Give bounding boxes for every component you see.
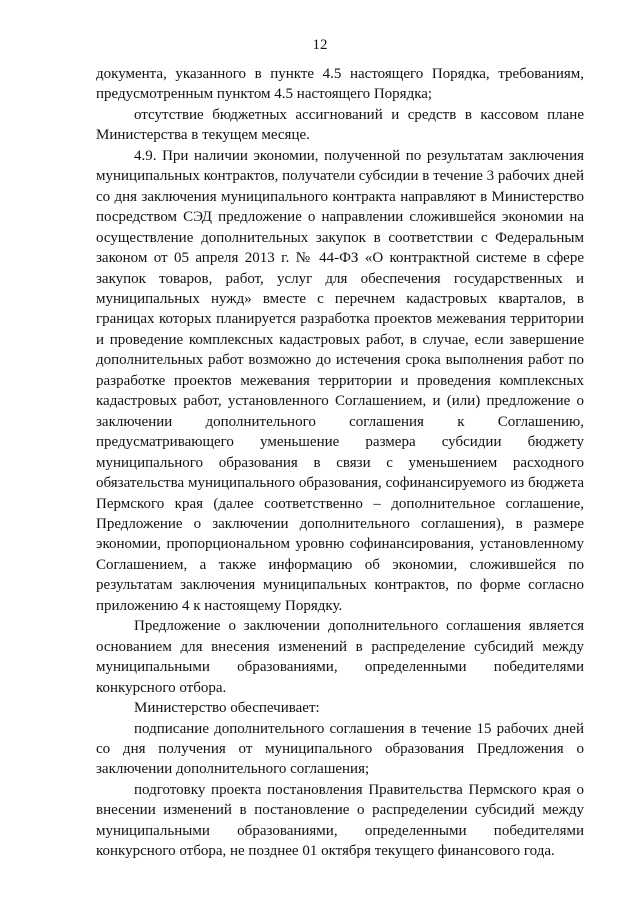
document-body (96, 64, 584, 862)
paragraph-no-budget-allocations: отсутствие бюджетных ассигнований и средств в кассовом плане Министерства в текущем месяце. (96, 106, 584, 144)
paragraph-draft-resolution: подготовку проекта постановления Правительства Пермского края о внесении изменений в постановление о распределении субсидий между муниципальными образованиями, определенными победителями конкурсного отбора, не позднее 01 октября текущего финансового года. (96, 781, 584, 860)
paragraph-proposal-basis: Предложение о заключении дополнительного соглашения является основанием для внесения изменений в распределение субсидий между муниципальными образованиями, определенными победителями конкурсного отбора. (96, 618, 584, 696)
paragraph-ministry-ensures: Министерство обеспечивает: (134, 700, 320, 717)
paragraph-4-9-savings: 4.9. При наличии экономии, полученной по результатам заключения муниципальных контрактов, получатели субсидии в течение 3 рабочих дней со дня заключения муниципального контракта направляют в Министерство посредством СЭД предложение о направлении сложившейся экономии на осуществление дополнительных закупок в соответствии с Федеральным законом от 05 апреля 2013 г. № 44-ФЗ «О контрактной системе в сфере закупок товаров, работ, услуг для обеспечения государственных и муниципальных нужд» вместе с перечнем кадастровых кварталов, в границах которых планируется разработка проектов межевания территории и проведение комплексных кадастровых работ, в случае, если завершение дополнительных работ возможно до истечения срока выполнения работ по разработке проектов межевания территории и проведения комплексных кадастровых работ, установленного Соглашением, и (или) предложение о заключении дополнительного соглашения к Соглашению, предусматривающего уменьшение размера субсидии бюджету муниципального образования в связи с уменьшением расходного обязательства муниципального образования, софинансируемого из бюджета Пермского края (далее соответственно – дополнительное соглашение, Предложение о заключении дополнительного соглашения), в размере экономии, пропорциональном уровню софинансирования, установленному Соглашением, а также информацию об экономии, сложившейся по результатам заключения муниципальных контрактов, по форме согласно приложению 4 к настоящему Порядку. (96, 147, 584, 614)
page-number: 12 (312, 37, 328, 53)
paragraph-criteria-continuation: документа, указанного в пункте 4.5 настоящего Порядка, требованиям, предусмотренным пунктом 4.5 настоящего Порядка; (96, 66, 584, 103)
paragraph-signing-agreement: подписание дополнительного соглашения в течение 15 рабочих дней со дня получения от муниципального образования Предложения о заключении дополнительного соглашения; (96, 720, 584, 778)
